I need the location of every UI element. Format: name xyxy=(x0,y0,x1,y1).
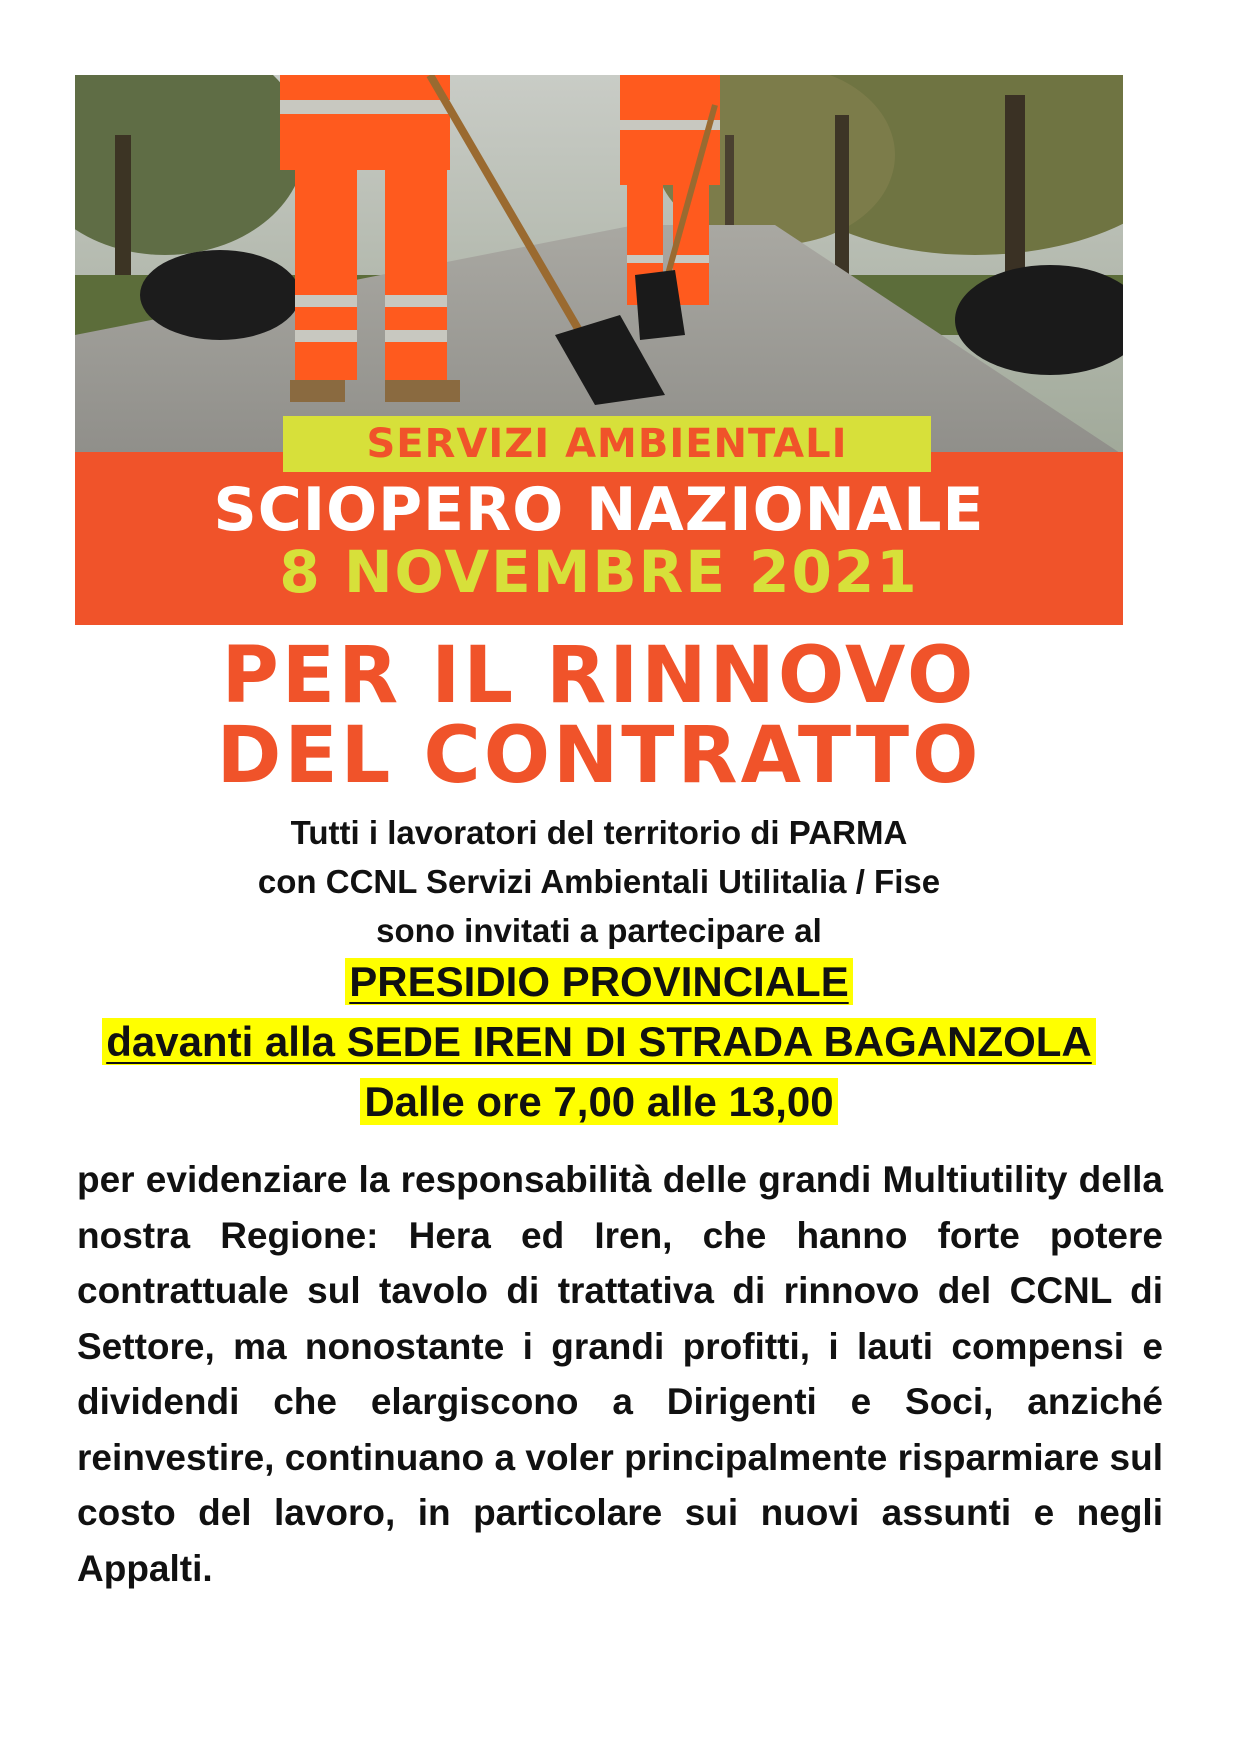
contract-heading-line2: DEL CONTRATTO xyxy=(216,711,982,801)
event-name: PRESIDIO PROVINCIALE xyxy=(345,958,852,1005)
invitation-text xyxy=(75,808,1123,955)
invitation-line1: Tutti i lavoratori del territorio di PARMA xyxy=(290,814,908,851)
category-label xyxy=(283,416,931,472)
strike-title: SCIOPERO NAZIONALE xyxy=(213,475,985,545)
body-paragraph: per evidenziare la responsabilità delle grandi Multiutility della nostra Regione: Hera ed Iren, che hanno forte potere contrattuale sul tavolo di trattativa di rinnovo del CCNL di Settore, ma nonostante i grandi profitti, i lauti compensi e dividendi che elargiscono a Dirigenti e Soci, anziché reinvestire, continuano a voler principalmente risparmiare sul costo del lavoro, in particolare sui nuovi assunti e negli Appalti. xyxy=(77,1159,1163,1589)
contract-heading xyxy=(75,631,1123,801)
event-details xyxy=(75,952,1123,1132)
event-location: davanti alla SEDE IREN DI STRADA BAGANZOLA xyxy=(102,1018,1096,1065)
event-hours: Dalle ore 7,00 alle 13,00 xyxy=(360,1078,837,1125)
invitation-line2: con CCNL Servizi Ambientali Utilitalia / Fise xyxy=(257,863,941,900)
strike-date: 8 NOVEMBRE 2021 xyxy=(279,538,919,606)
invitation-line3: sono invitati a partecipare al xyxy=(376,912,822,949)
contract-heading-line1: PER IL RINNOVO xyxy=(221,631,977,721)
hero-photo xyxy=(75,75,1123,625)
category-label-text: SERVIZI AMBIENTALI xyxy=(366,421,848,467)
